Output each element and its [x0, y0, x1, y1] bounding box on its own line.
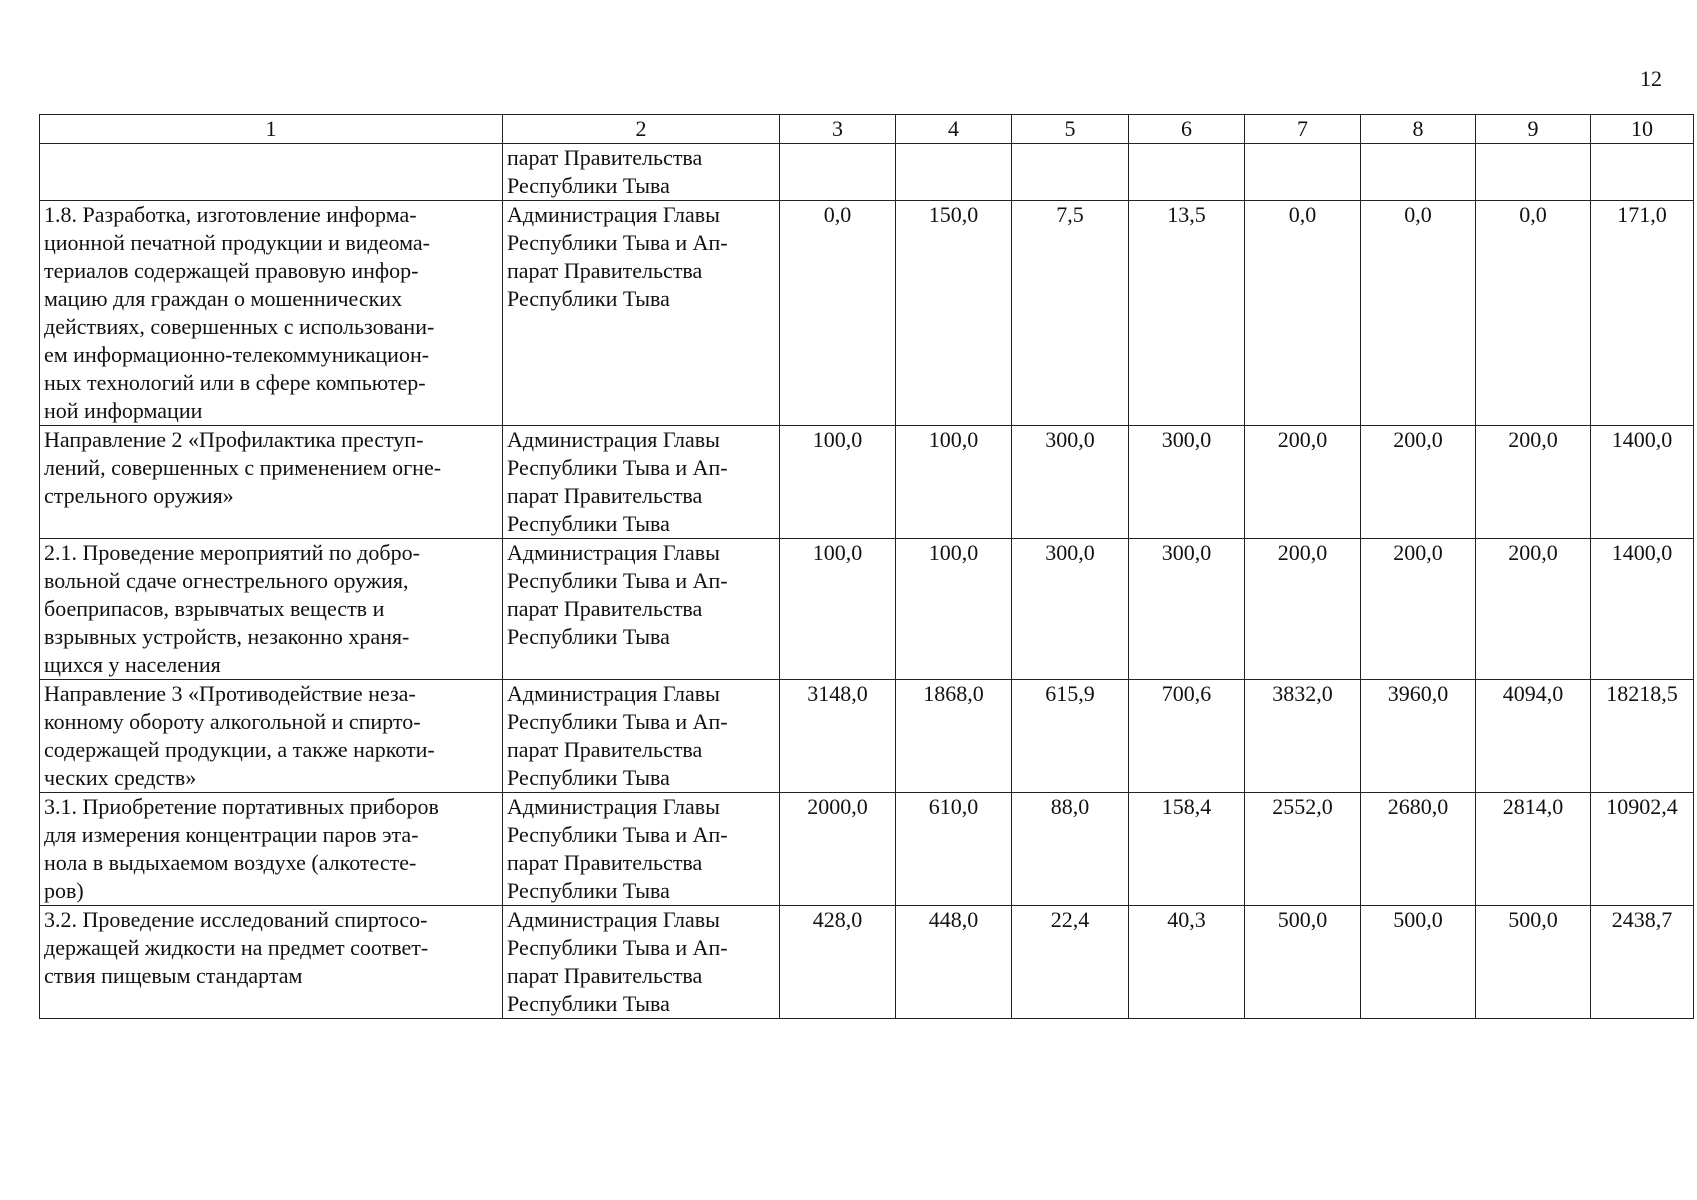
- value-cell-col-4: 100,0: [896, 426, 1012, 539]
- value-cell-col-7: 500,0: [1245, 906, 1361, 1019]
- table-row: [40, 426, 1694, 539]
- activity-name-cell: 3.2. Проведение исследований спиртосо- держащей жидкости на предмет соответ- ствия пищевым стандартам: [40, 906, 503, 1019]
- value-cell-col-5: [1012, 144, 1129, 201]
- value-cell-col-8: [1361, 144, 1476, 201]
- header-row: [40, 115, 1694, 144]
- value-cell-col-9: 200,0: [1476, 539, 1591, 680]
- header-cell-4: 4: [896, 115, 1012, 144]
- executor-cell: Администрация Главы Республики Тыва и Ап- парат Правительства Республики Тыва: [503, 793, 780, 906]
- value-cell-col-10: 1400,0: [1591, 426, 1694, 539]
- activity-name-cell: 1.8. Разработка, изготовление информа- ционной печатной продукции и видеома- териалов содержащей правовую инфор- мацию для граждан о мошеннических действиях, совершенных с использовани- ем информационно-телекоммуникацион- ных технологий или в сфере компьютер- ной информации: [40, 201, 503, 426]
- value-cell-col-9: 2814,0: [1476, 793, 1591, 906]
- value-cell-col-6: 300,0: [1129, 539, 1245, 680]
- value-cell-col-5: 300,0: [1012, 426, 1129, 539]
- value-cell-col-8: 200,0: [1361, 426, 1476, 539]
- header-cell-2: 2: [503, 115, 780, 144]
- value-cell-col-7: 3832,0: [1245, 680, 1361, 793]
- executor-cell: Администрация Главы Республики Тыва и Ап- парат Правительства Республики Тыва: [503, 201, 780, 426]
- value-cell-col-3: 0,0: [780, 201, 896, 426]
- value-cell-col-8: 0,0: [1361, 201, 1476, 426]
- header-cell-6: 6: [1129, 115, 1245, 144]
- value-cell-col-8: 500,0: [1361, 906, 1476, 1019]
- value-cell-col-7: [1245, 144, 1361, 201]
- activity-name-cell: Направление 2 «Профилактика преступ- лений, совершенных с применением огне- стрельного оружия»: [40, 426, 503, 539]
- value-cell-col-4: [896, 144, 1012, 201]
- executor-cell: Администрация Главы Республики Тыва и Ап- парат Правительства Республики Тыва: [503, 539, 780, 680]
- header-cell-7: 7: [1245, 115, 1361, 144]
- executor-cell: Администрация Главы Республики Тыва и Ап- парат Правительства Республики Тыва: [503, 680, 780, 793]
- value-cell-col-3: 100,0: [780, 426, 896, 539]
- value-cell-col-10: [1591, 144, 1694, 201]
- value-cell-col-10: 18218,5: [1591, 680, 1694, 793]
- table-row: [40, 144, 1694, 201]
- value-cell-col-10: 171,0: [1591, 201, 1694, 426]
- value-cell-col-6: 40,3: [1129, 906, 1245, 1019]
- activity-name-cell: 3.1. Приобретение портативных приборов для измерения концентрации паров эта- нола в выдыхаемом воздухе (алкотесте- ров): [40, 793, 503, 906]
- value-cell-col-5: 615,9: [1012, 680, 1129, 793]
- value-cell-col-6: [1129, 144, 1245, 201]
- activity-name-cell: 2.1. Проведение мероприятий по добро- вольной сдаче огнестрельного оружия, боеприпасов, взрывчатых веществ и взрывных устройств, незаконно храня- щихся у населения: [40, 539, 503, 680]
- value-cell-col-4: 100,0: [896, 539, 1012, 680]
- value-cell-col-9: 0,0: [1476, 201, 1591, 426]
- header-cell-10: 10: [1591, 115, 1694, 144]
- value-cell-col-4: 1868,0: [896, 680, 1012, 793]
- value-cell-col-7: 2552,0: [1245, 793, 1361, 906]
- value-cell-col-7: 0,0: [1245, 201, 1361, 426]
- activity-name-cell: [40, 144, 503, 201]
- value-cell-col-4: 610,0: [896, 793, 1012, 906]
- header-cell-1: 1: [40, 115, 503, 144]
- executor-cell: Администрация Главы Республики Тыва и Ап- парат Правительства Республики Тыва: [503, 426, 780, 539]
- value-cell-col-8: 3960,0: [1361, 680, 1476, 793]
- value-cell-col-8: 2680,0: [1361, 793, 1476, 906]
- value-cell-col-6: 158,4: [1129, 793, 1245, 906]
- header-cell-9: 9: [1476, 115, 1591, 144]
- budget-table: [39, 114, 1694, 1019]
- value-cell-col-10: 10902,4: [1591, 793, 1694, 906]
- value-cell-col-9: 500,0: [1476, 906, 1591, 1019]
- header-cell-8: 8: [1361, 115, 1476, 144]
- table-header: [40, 115, 1694, 144]
- value-cell-col-9: 200,0: [1476, 426, 1591, 539]
- table-row: [40, 539, 1694, 680]
- value-cell-col-3: 100,0: [780, 539, 896, 680]
- value-cell-col-4: 448,0: [896, 906, 1012, 1019]
- table-row: [40, 680, 1694, 793]
- table-row: [40, 906, 1694, 1019]
- value-cell-col-3: [780, 144, 896, 201]
- executor-cell: парат Правительства Республики Тыва: [503, 144, 780, 201]
- header-cell-5: 5: [1012, 115, 1129, 144]
- table-body: [40, 144, 1694, 1019]
- value-cell-col-6: 13,5: [1129, 201, 1245, 426]
- value-cell-col-3: 3148,0: [780, 680, 896, 793]
- value-cell-col-5: 88,0: [1012, 793, 1129, 906]
- value-cell-col-3: 428,0: [780, 906, 896, 1019]
- value-cell-col-5: 300,0: [1012, 539, 1129, 680]
- value-cell-col-6: 700,6: [1129, 680, 1245, 793]
- value-cell-col-4: 150,0: [896, 201, 1012, 426]
- value-cell-col-9: 4094,0: [1476, 680, 1591, 793]
- value-cell-col-9: [1476, 144, 1591, 201]
- value-cell-col-10: 2438,7: [1591, 906, 1694, 1019]
- value-cell-col-7: 200,0: [1245, 539, 1361, 680]
- header-cell-3: 3: [780, 115, 896, 144]
- value-cell-col-3: 2000,0: [780, 793, 896, 906]
- executor-cell: Администрация Главы Республики Тыва и Ап- парат Правительства Республики Тыва: [503, 906, 780, 1019]
- value-cell-col-7: 200,0: [1245, 426, 1361, 539]
- value-cell-col-10: 1400,0: [1591, 539, 1694, 680]
- value-cell-col-5: 22,4: [1012, 906, 1129, 1019]
- page-number: 12: [1640, 66, 1662, 91]
- value-cell-col-5: 7,5: [1012, 201, 1129, 426]
- table-row: [40, 201, 1694, 426]
- value-cell-col-8: 200,0: [1361, 539, 1476, 680]
- table-row: [40, 793, 1694, 906]
- activity-name-cell: Направление 3 «Противодействие неза- конному обороту алкогольной и спирто- содержащей продукции, а также наркоти- ческих средств»: [40, 680, 503, 793]
- value-cell-col-6: 300,0: [1129, 426, 1245, 539]
